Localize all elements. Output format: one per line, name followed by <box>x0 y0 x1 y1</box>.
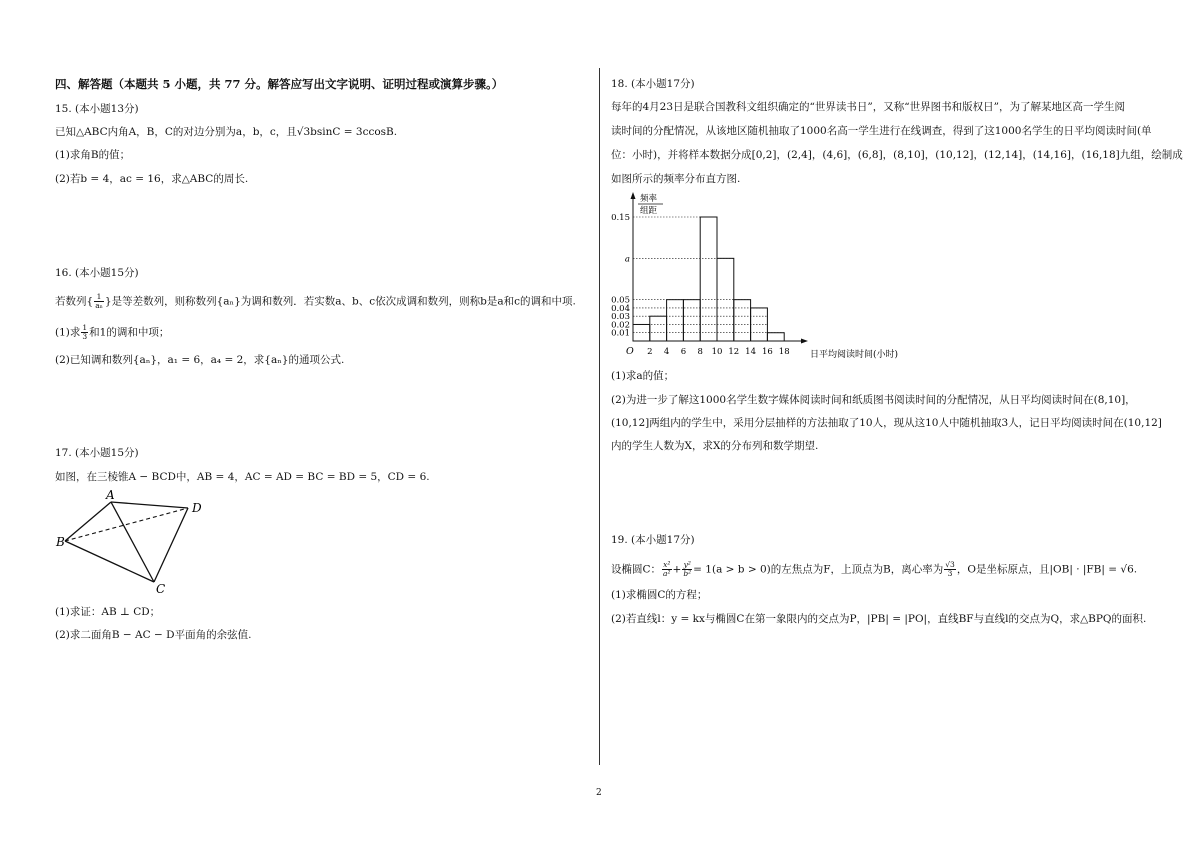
x-tick-label-9: 18 <box>778 347 790 357</box>
q19-frac-e: $\frac{√3}{3}$ <box>945 560 955 578</box>
section-title: 四、解答题（本题共 5 小题，共 77 分。解答应写出文字说明、证明过程或演算步骤。） <box>55 77 504 91</box>
q19-part1: (1)求椭圆C的方程； <box>611 589 708 601</box>
q16-fraction: $\frac{1}{\text{aₙ}}$ <box>95 292 103 310</box>
edge-CD <box>154 508 188 582</box>
q16-stem: 若数列{ $\frac{1}{\text{aₙ}}$ }是等差数列，则称数列{aₙ}为调和数列．若实数a、b、c依次成调和数列，则称b是a和c的调和中项. <box>55 292 576 310</box>
q18-line1: 每年的4月23日是联合国教科文组织确定的“世界读书日”，又称“世界图书和版权日”，为了解某地区高一学生阅 <box>611 101 1126 113</box>
x-tick-label-3: 6 <box>680 347 687 357</box>
y-axis-label-top: 频率 <box>640 194 658 204</box>
edge-AC <box>111 502 154 582</box>
label-A: A <box>106 488 115 502</box>
edge-BD-hidden <box>65 508 188 541</box>
y-tick-label-1: 0.01 <box>611 328 630 339</box>
q18-line3: 位：小时)，并将样本数据分成[0,2]，(2,4]，(4,6]，(6,8]，(8,10]，(10,12]，(12,14]，(14,16]，(16,18]九组，绘制成 <box>611 149 1183 161</box>
q15-header: 15. (本小题13分) <box>55 103 139 115</box>
q17-part2: (2)求二面角B − AC − D平面角的余弦值. <box>55 629 252 641</box>
y-tick-label-2: 0.02 <box>611 320 630 331</box>
q17-header: 17. (本小题15分) <box>55 447 139 459</box>
x-tick-label-1: 2 <box>647 347 653 357</box>
q19-frac-x: $\frac{\text{x²}}{\text{a²}}$ <box>663 560 671 578</box>
x-tick-label-5: 10 <box>711 347 723 357</box>
q18-line2: 读时间的分配情况，从该地区随机抽取了1000名高一学生进行在线调查，得到了这1000名学生的日平均阅读时间(单 <box>611 125 1152 137</box>
x-axis-label: 日平均阅读时间(小时) <box>810 350 899 360</box>
histogram-bar-9 <box>767 333 784 341</box>
y-tick-label-5: 0.05 <box>611 295 630 306</box>
y-tick-label-6: a <box>624 254 630 265</box>
y-tick-label-3: 0.03 <box>611 312 630 323</box>
q15-part1: (1)求角B的值； <box>55 149 131 161</box>
q15-part2: (2)若b = 4，ac = 16，求△ABC的周长. <box>55 173 249 185</box>
histogram-bar-2 <box>650 316 667 341</box>
q16-part2: (2)已知调和数列{aₙ}，a₁ = 6，a₄ = 2，求{aₙ}的通项公式. <box>55 354 345 366</box>
origin-label: O <box>626 346 634 357</box>
q18-part1: (1)求a的值； <box>611 370 675 382</box>
edge-AD <box>111 502 188 508</box>
q18-part2-l3: 内的学生人数为X，求X的分布列和数学期望. <box>611 440 819 452</box>
tetrahedron-figure <box>55 488 215 598</box>
x-tick-label-8: 16 <box>761 347 773 357</box>
histogram-bar-1 <box>633 324 650 341</box>
q15-stem: 已知△ABC内角A，B，C的对边分别为a，b，c，且√3bsinC = 3ccosB. <box>55 126 398 138</box>
label-D: D <box>192 501 202 515</box>
q16-p1-fraction: $\frac{1}{3}$ <box>82 323 88 341</box>
x-tick-label-2: 4 <box>663 347 670 357</box>
q18-part2-l1: (2)为进一步了解这1000名学生数字媒体阅读时间和纸质图书阅读时间的分配情况，从日平均阅读时间在(8,10]， <box>611 394 1136 406</box>
y-tick-label-7: 0.15 <box>611 213 630 223</box>
q16-part1: (1)求 $\frac{1}{3}$ 和1的调和中项； <box>55 323 170 341</box>
q19-frac-y: $\frac{\text{y²}}{\text{b²}}$ <box>683 560 692 578</box>
x-tick-label-6: 12 <box>728 347 740 357</box>
histogram-bar-6 <box>717 258 734 341</box>
x-tick-label-7: 14 <box>745 347 757 357</box>
y-axis-label-bottom: 组距 <box>640 206 658 216</box>
q19-header: 19. (本小题17分) <box>611 534 695 546</box>
label-C: C <box>156 582 166 596</box>
q17-stem: 如图，在三棱锥A − BCD中，AB = 4，AC = AD = BC = BD = 5，CD = 6. <box>55 471 430 483</box>
histogram-bar-4 <box>683 300 700 341</box>
edge-BC <box>65 541 154 582</box>
q18-part2-l2: (10,12]两组内的学生中，采用分层抽样的方法抽取了10人，现从这10人中随机抽取3人，记日平均阅读时间在(10,12] <box>611 417 1162 429</box>
column-divider <box>599 68 600 765</box>
x-tick-label-4: 8 <box>697 347 703 357</box>
page-number: 2 <box>596 788 602 798</box>
frequency-histogram <box>611 190 911 365</box>
label-B: B <box>56 535 65 549</box>
q19-stem: 设椭圆C： $\frac{\text{x²}}{\text{a²}}$ + $\frac{\text{y²}}{\text{b²}}$ = 1(a > b > 0)的左焦点为F，上顶点为B，离心率为 $\frac{√3}{3}$ ，O是坐标原点，且|OB| · |FB| = √6. <box>611 560 1138 578</box>
x-axis-arrow <box>801 339 808 344</box>
q18-header: 18. (本小题17分) <box>611 78 695 90</box>
histogram-bar-5 <box>700 217 717 341</box>
q18-line4: 如图所示的频率分布直方图. <box>611 173 741 185</box>
histogram-bar-3 <box>667 300 684 341</box>
q16-header: 16. (本小题15分) <box>55 267 139 279</box>
y-axis-arrow <box>631 192 636 199</box>
histogram-bar-7 <box>734 300 751 341</box>
q17-part1: (1)求证：AB ⊥ CD； <box>55 606 161 618</box>
y-tick-label-4: 0.04 <box>611 303 630 314</box>
q19-part2: (2)若直线l：y = kx与椭圆C在第一象限内的交点为P，|PB| = |PO|，直线BF与直线l的交点为Q，求△BPQ的面积. <box>611 613 1147 625</box>
